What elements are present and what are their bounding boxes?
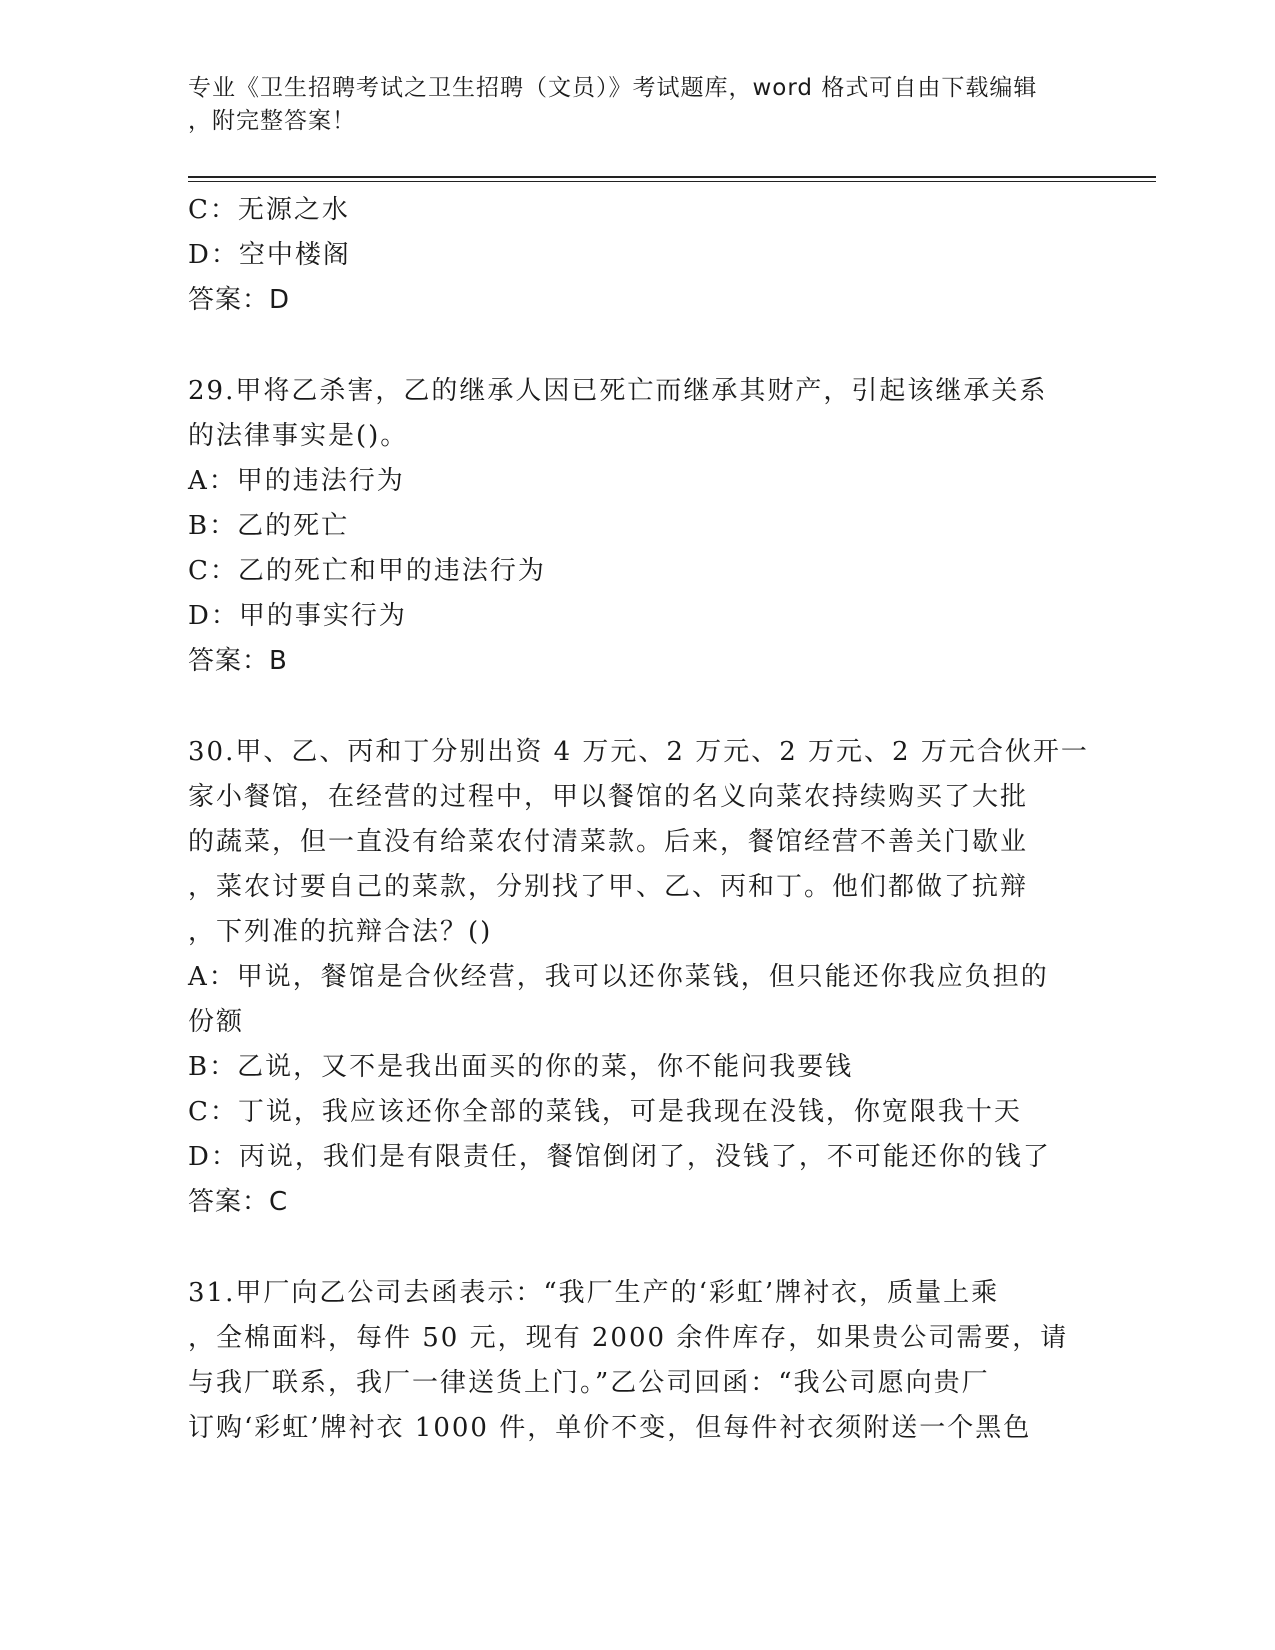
option-d: D：丙说，我们是有限责任，餐馆倒闭了，没钱了，不可能还你的钱了: [188, 1142, 1051, 1172]
option-c: C：乙的死亡和甲的违法行为: [188, 556, 546, 586]
header-line-1: 专业《卫生招聘考试之卫生招聘（文员）》考试题库，word 格式可自由下载编辑: [188, 75, 1038, 101]
option-d: D：甲的事实行为: [188, 601, 407, 631]
option-a: A：甲的违法行为: [188, 466, 405, 496]
question-stem: 的法律事实是()。: [188, 421, 409, 451]
option-c: C：无源之水: [188, 195, 350, 225]
question-stem: 31.甲厂向乙公司去函表示：“我厂生产的‘彩虹’牌衬衣，质量上乘: [188, 1278, 1000, 1308]
header-rule-thick: [188, 176, 1156, 178]
header-rule-thin: [188, 181, 1156, 182]
question-31: [188, 1271, 1088, 1451]
spacer: [188, 684, 1088, 730]
question-30: [188, 730, 1088, 1225]
spacer: [188, 1225, 1088, 1271]
question-stem: 30.甲、乙、丙和丁分别出资 4 万元、2 万元、2 万元、2 万元合伙开一: [188, 737, 1089, 767]
option-d: D：空中楼阁: [188, 240, 351, 270]
document-header: [188, 72, 1068, 138]
question-content: [188, 188, 1088, 1451]
option-a: A：甲说，餐馆是合伙经营，我可以还你菜钱，但只能还你我应负担的: [188, 962, 1049, 992]
question-29: [188, 369, 1088, 684]
answer: 答案：B: [188, 646, 288, 676]
question-stem: 订购‘彩虹’牌衬衣 1000 件，单价不变，但每件衬衣须附送一个黑色: [188, 1413, 1032, 1443]
question-stem: ，菜农讨要自己的菜款，分别找了甲、乙、丙和丁。他们都做了抗辩: [188, 872, 1029, 902]
option-b: B：乙的死亡: [188, 511, 350, 541]
option-b: B：乙说，又不是我出面买的你的菜，你不能问我要钱: [188, 1052, 854, 1082]
question-stem: 家小餐馆，在经营的过程中，甲以餐馆的名义向菜农持续购买了大批: [188, 782, 1029, 812]
header-line-2: ，附完整答案！: [188, 108, 356, 134]
question-stem: ，下列准的抗辩合法？(): [188, 917, 493, 947]
answer: 答案：C: [188, 1187, 289, 1217]
question-28: [188, 188, 1088, 323]
question-stem: 的蔬菜，但一直没有给菜农付清菜款。后来，餐馆经营不善关门歇业: [188, 827, 1029, 857]
spacer: [188, 323, 1088, 369]
question-stem: ，全棉面料，每件 50 元，现有 2000 余件库存，如果贵公司需要，请: [188, 1323, 1069, 1353]
option-a-continued: 份额: [188, 1007, 245, 1037]
question-stem: 29.甲将乙杀害，乙的继承人因已死亡而继承其财产，引起该继承关系: [188, 376, 1048, 406]
option-c: C：丁说，我应该还你全部的菜钱，可是我现在没钱，你宽限我十天: [188, 1097, 1022, 1127]
question-stem: 与我厂联系，我厂一律送货上门。”乙公司回函：“我公司愿向贵厂: [188, 1368, 990, 1398]
answer: 答案：D: [188, 285, 291, 315]
